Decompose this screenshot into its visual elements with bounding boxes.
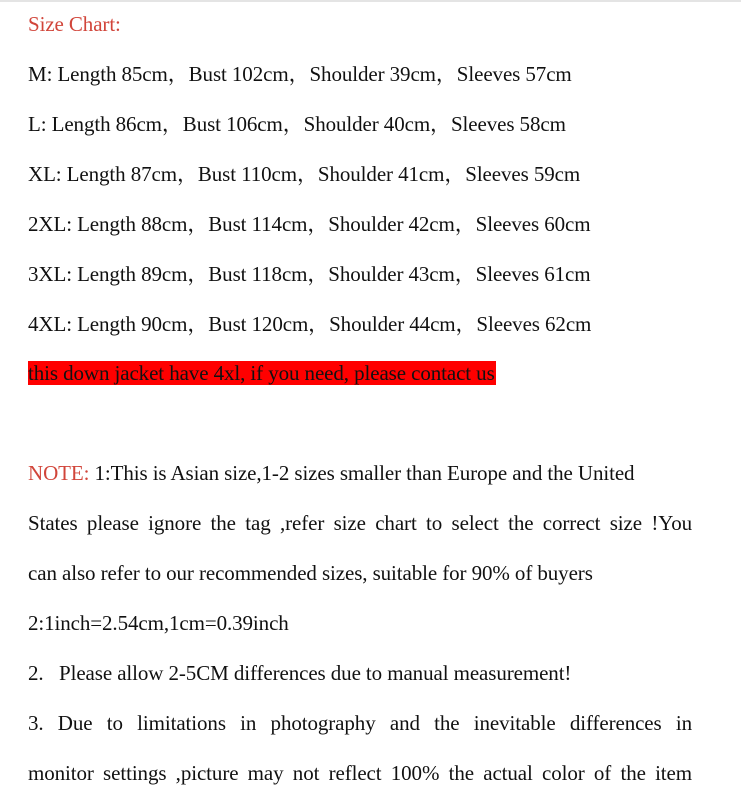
note-line-7: monitor settings ,picture may not reflect 100% the actual color of the item bbox=[28, 761, 692, 785]
size-row-m: M: Length 85cm，Bust 102cm，Shoulder 39cm，Sleeves 57cm bbox=[28, 62, 572, 86]
note-line-5: 2. Please allow 2-5CM differences due to manual measurement! bbox=[28, 661, 572, 685]
size-row-xl: XL: Length 87cm，Bust 110cm，Shoulder 41cm，Sleeves 59cm bbox=[28, 162, 581, 186]
note-line-4: 2:1inch=2.54cm,1cm=0.39inch bbox=[28, 611, 289, 635]
size-row-4xl: 4XL: Length 90cm，Bust 120cm，Shoulder 44cm，Sleeves 62cm bbox=[28, 312, 592, 336]
highlight-notice bbox=[28, 360, 496, 386]
top-divider bbox=[0, 0, 741, 2]
note-line-6: 3. Due to limitations in photography and the inevitable differences in bbox=[28, 711, 692, 735]
highlight-text: this down jacket have 4xl, if you need, please contact us bbox=[28, 361, 495, 385]
size-row-2xl: 2XL: Length 88cm，Bust 114cm，Shoulder 42cm，Sleeves 60cm bbox=[28, 212, 591, 236]
page-title: Size Chart: bbox=[28, 12, 121, 36]
note-line-3: can also refer to our recommended sizes, suitable for 90% of buyers bbox=[28, 561, 593, 585]
size-row-3xl: 3XL: Length 89cm，Bust 118cm，Shoulder 43cm，Sleeves 61cm bbox=[28, 262, 591, 286]
note-line-2: States please ignore the tag ,refer size chart to select the correct size !You bbox=[28, 511, 692, 535]
note-text-1: 1:This is Asian size,1-2 sizes smaller than Europe and the United bbox=[89, 461, 635, 485]
size-row-l: L: Length 86cm，Bust 106cm，Shoulder 40cm，Sleeves 58cm bbox=[28, 112, 566, 136]
note-label: NOTE: bbox=[28, 461, 90, 485]
note-line-1 bbox=[28, 460, 692, 486]
